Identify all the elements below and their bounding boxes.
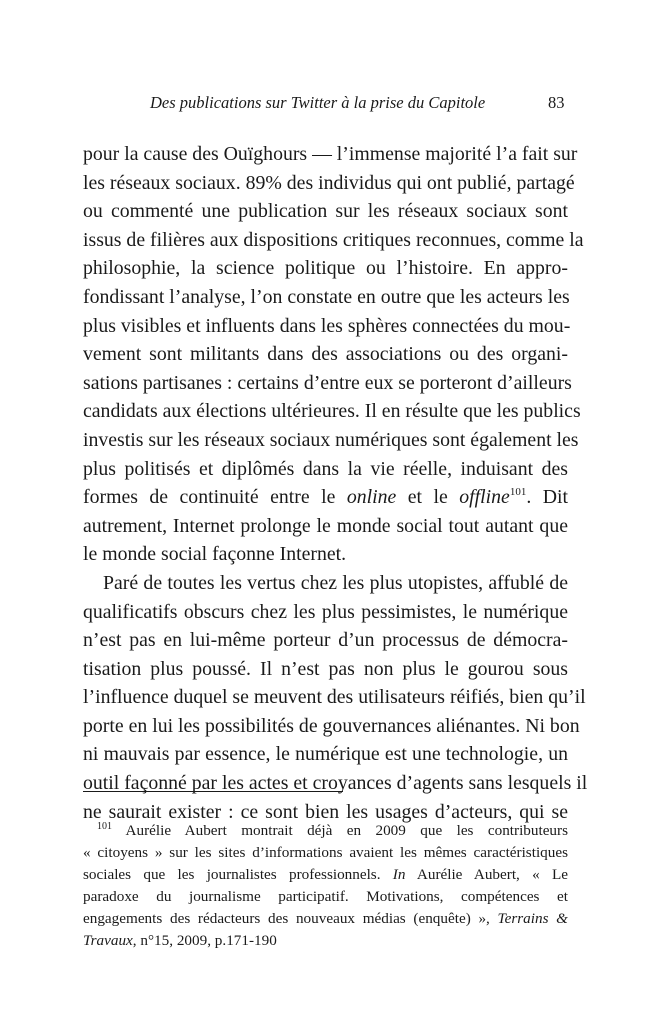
body-line: l’influence duquel se meuvent des utilisateurs réifiés, bien qu’il [83, 686, 586, 709]
text-fragment: Aurélie Aubert, « Le [405, 866, 568, 883]
body-line: philosophie, la science politique ou l’histoire. En appro- [83, 257, 568, 280]
text-fragment: et le [396, 486, 460, 509]
body-line: vement sont militants dans des associations ou des organi- [83, 343, 568, 366]
footnote-reference[interactable]: 101 [509, 486, 527, 499]
text-fragment: sociales que les journalistes professionnels. [83, 866, 393, 883]
body-line: investis sur les réseaux sociaux numériques sont également les [83, 428, 579, 451]
body-line: sations partisanes : certains d’entre eux se porteront d’ailleurs [83, 371, 572, 394]
footnote-number: 101 [97, 821, 112, 832]
body-line: ou commenté une publication sur les réseaux sociaux sont [83, 200, 568, 223]
body-line: issus de filières aux dispositions critiques reconnues, comme la [83, 228, 584, 251]
text-fragment: formes de continuité entre le [83, 486, 347, 509]
footnote-line [83, 908, 568, 930]
body-line: autrement, Internet prolonge le monde social tout autant que [83, 514, 568, 537]
running-title: Des publications sur Twitter à la prise du Capitole [150, 93, 486, 112]
footnote-line [83, 820, 568, 842]
body-line: les réseaux sociaux. 89% des individus qui ont publié, partagé [83, 171, 575, 194]
footnote-separator [83, 791, 343, 792]
journal-title: Travaux [83, 932, 133, 949]
italic-term-offline: offline [459, 486, 510, 509]
running-header [0, 92, 650, 116]
footnote-line: paradoxe du journalisme participatif. Motivations, compétences et [83, 888, 568, 905]
footnote-line [83, 864, 568, 886]
italic-in: In [392, 866, 406, 883]
body-line: plus politisés et diplômés dans la vie réelle, induisant des [83, 457, 568, 480]
footnote [83, 820, 568, 952]
body-line: Paré de toutes les vertus chez les plus utopistes, affublé de [103, 571, 568, 594]
body-line: candidats aux élections ultérieures. Il en résulte que les publics [83, 400, 581, 423]
body-line: porte en lui les possibilités de gouvernances aliénantes. Ni bon [83, 714, 580, 737]
body-line: pour la cause des Ouïghours — l’immense majorité l’a fait sur [83, 143, 578, 165]
footnote-line [83, 930, 568, 952]
page-number: 83 [548, 93, 565, 112]
body-line: n’est pas en lui-même porteur d’un processus de démocra- [83, 629, 568, 652]
body-line: ni mauvais par essence, le numérique est une technologie, un [83, 743, 568, 766]
body-line: le monde social façonne Internet. [83, 543, 347, 566]
body-line: ne saurait exister : ce sont bien les usages d’acteurs, qui se [83, 800, 568, 823]
text-fragment: . Dit [526, 486, 569, 509]
body-line: plus visibles et influents dans les sphères connectées du mou- [83, 314, 571, 337]
body-line-with-footnote-ref [83, 483, 568, 512]
body-line: fondissant l’analyse, l’on constate en outre que les acteurs les [83, 285, 570, 308]
body-text [83, 140, 588, 826]
text-fragment: Aurélie Aubert montrait déjà en 2009 que les contributeurs [112, 822, 568, 839]
footnote-line: « citoyens » sur les sites d’informations avaient les mêmes caractéristiques [83, 844, 568, 861]
text-fragment: , n°15, 2009, p.171-190 [132, 932, 277, 949]
italic-term-online: online [346, 486, 397, 509]
body-line: tisation plus poussé. Il n’est pas non plus le gourou sous [83, 657, 568, 680]
text-fragment: engagements des rédacteurs des nouveaux médias (enquête) », [83, 910, 498, 927]
body-line: outil façonné par les actes et croyances d’agents sans lesquels il [83, 772, 588, 795]
body-line: qualificatifs obscurs chez les plus pessimistes, le numérique [83, 600, 568, 623]
journal-title: Terrains & [497, 910, 568, 927]
